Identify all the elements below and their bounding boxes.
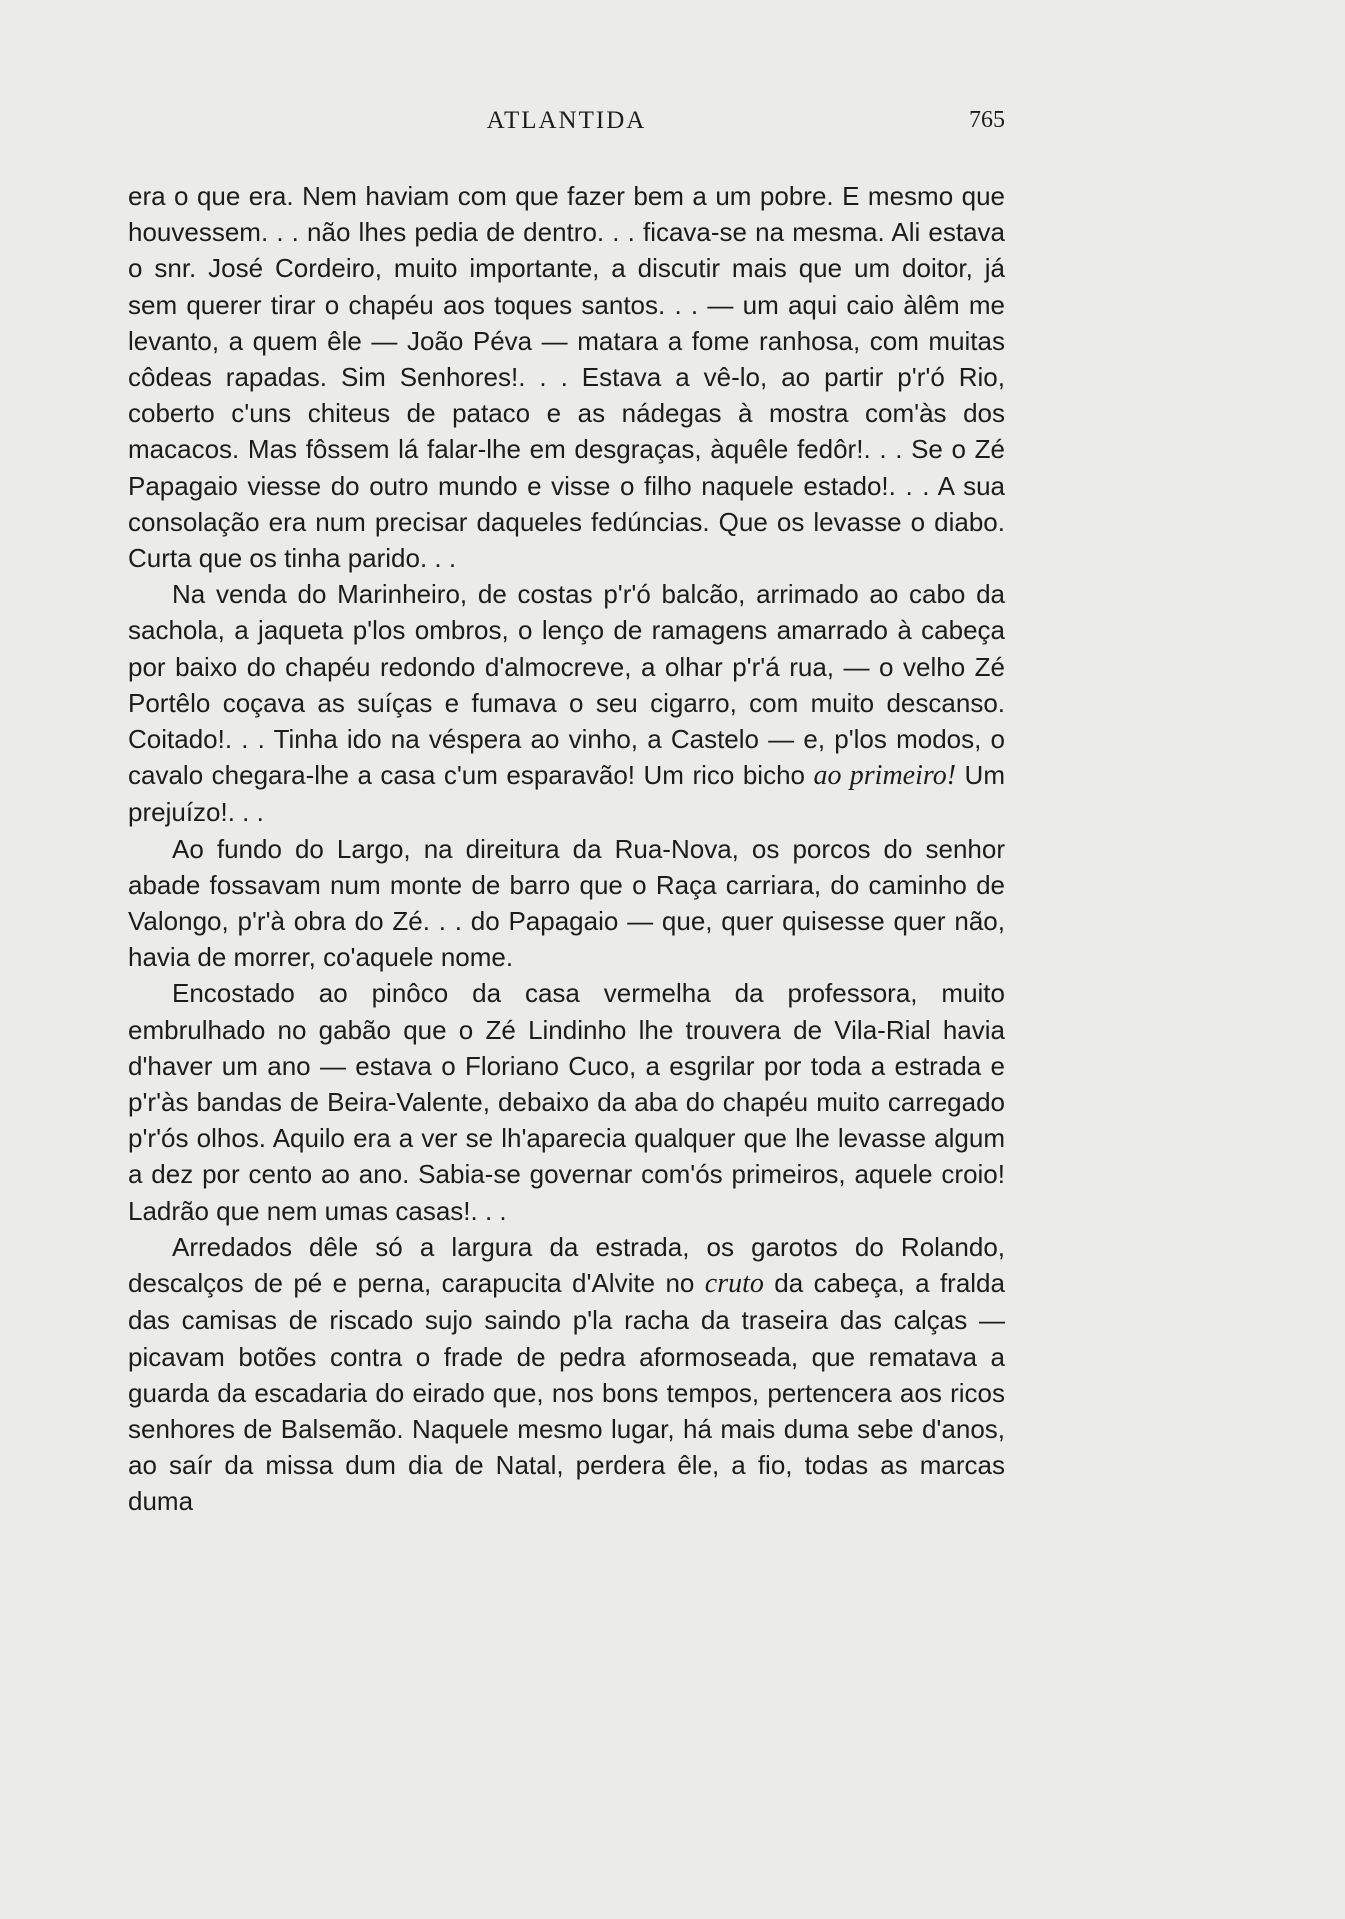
paragraph-1 bbox=[128, 178, 1005, 576]
text-segment: Encostado ao pinôco da casa vermelha da professora, muito embrulhado no gabão que o Zé Lindinho lhe trouvera de Vila-Rial havia d'haver um ano — estava o Floriano Cuco, a esgrilar por toda a estrada e p'r'às bandas de Beira-Valente, debaixo da aba do chapéu muito carregado p'r'ós olhos. Aquilo era a ver se lh'aparecia qualquer que lhe levasse algum a dez por cento ao ano. Sabia-se governar com'ós primeiros, aquele croio! Ladrão que nem umas casas!. . . bbox=[128, 978, 1005, 1226]
paragraph-3 bbox=[128, 831, 1005, 976]
text-segment: da cabeça, a fralda das camisas de riscado sujo saindo p'la racha da traseira das calças — picavam botões contra o frade de pedra aformoseada, que rematava a guarda da escadaria do eirado que, nos bons tempos, pertencera aos ricos senhores de Balsemão. Naquele mesmo lugar, há mais duma sebe d'anos, ao saír da missa dum dia de Natal, perdera êle, a fio, todas as marcas duma bbox=[128, 1268, 1005, 1517]
body-text bbox=[128, 178, 1005, 1520]
text-segment: Um prejuízo!. . . bbox=[128, 760, 1005, 828]
text-segment: Na venda do Marinheiro, de costas p'r'ó balcão, arrimado ao cabo da sachola, a jaqueta p'los ombros, o lenço de ramagens amarrado à cabeça por baixo do chapéu redondo d'almocreve, a olhar p'r'á rua, — o velho Zé Portêlo coçava as suíças e fumava o seu cigarro, com muito descanso. Coitado!. . . Tinha ido na véspera ao vinho, a Castelo — e, p'los modos, o cavalo chegara-lhe a casa c'um esparavão! Um rico bicho bbox=[128, 579, 1005, 791]
running-title: ATLANTIDA bbox=[486, 107, 647, 134]
text-segment: Ao fundo do Largo, na direitura da Rua-Nova, os porcos do senhor abade fossavam num monte de barro que o Raça carriara, do caminho de Valongo, p'r'à obra do Zé. . . do Papagaio — que, quer quisesse quer não, havia de morrer, co'aquele nome. bbox=[128, 833, 1005, 973]
page-header bbox=[128, 103, 1005, 143]
page-number: 765 bbox=[969, 107, 1005, 133]
italic-word: cruto bbox=[704, 1268, 764, 1300]
italic-phrase: ao primeiro! bbox=[813, 760, 957, 792]
paragraph-4 bbox=[128, 975, 1005, 1228]
paragraph-5 bbox=[128, 1229, 1005, 1520]
text-segment: era o que era. Nem haviam com que fazer bem a um pobre. E mesmo que houvessem. . . não lhes pedia de dentro. . . ficava-se na mesma. Ali estava o snr. José Cordeiro, muito importante, a discutir mais que um doitor, já sem querer tirar o chapéu aos toques santos. . . — um aqui caio àlêm me levanto, a quem êle — João Péva — matara a fome ranhosa, com muitas côdeas rapadas. Sim Senhores!. . . Estava a vê-lo, ao partir p'r'ó Rio, coberto c'uns chiteus de pataco e as nádegas à mostra com'às dos macacos. Mas fôssem lá falar-lhe em desgraças, àquêle fedôr!. . . Se o Zé Papagaio viesse do outro mundo e visse o filho naquele estado!. . . A sua consolação era num precisar daqueles fedúncias. Que os levasse o diabo. Curta que os tinha parido. . . bbox=[128, 181, 1005, 574]
paragraph-2 bbox=[128, 576, 1005, 830]
text-segment: Arredados dêle só a largura da estrada, os garotos do Rolando, descalços de pé e perna, carapucita d'Alvite no bbox=[128, 1231, 1005, 1299]
